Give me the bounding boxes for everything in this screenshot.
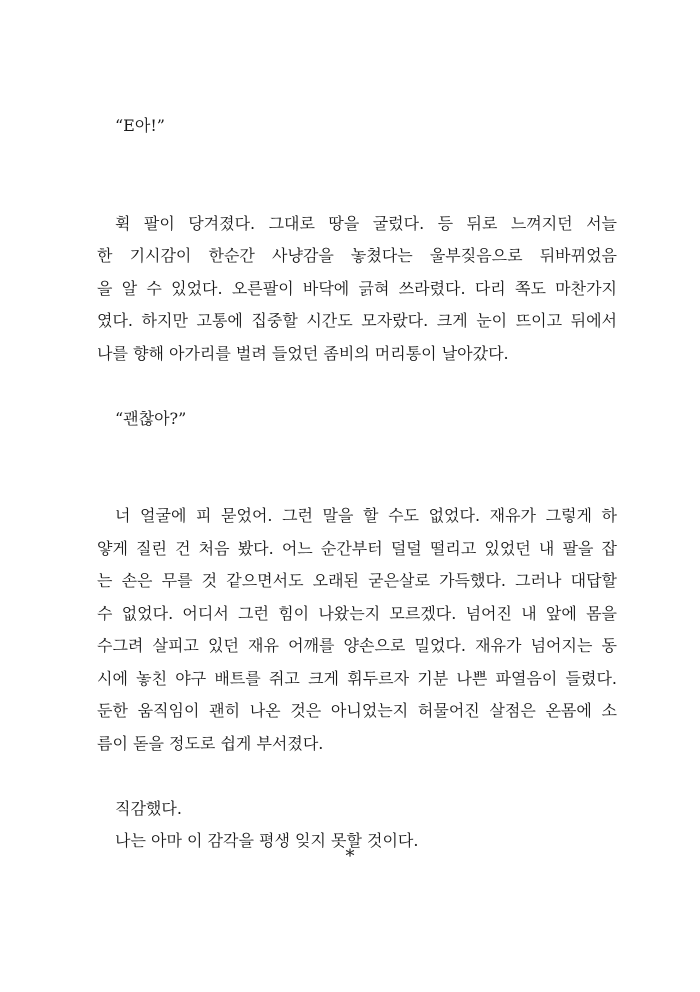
body-text bbox=[97, 110, 617, 858]
paragraph-1-line: 였다. 하지만 고통에 집중할 시간도 모자랐다. 크게 눈이 뜨이고 뒤에서 bbox=[97, 311, 617, 330]
paragraph-gap bbox=[97, 760, 617, 793]
paragraph-2-line: 시에 놓친 야구 배트를 쥐고 크게 휘두르자 기분 나쁜 파열음이 들렸다. bbox=[97, 668, 617, 688]
paragraph-1-line: 휙 팔이 당겨졌다. 그대로 땅을 굴렀다. 등 뒤로 느껴지던 서늘 bbox=[115, 213, 617, 233]
paragraph-gap bbox=[97, 435, 617, 468]
paragraph-gap bbox=[97, 468, 617, 501]
paragraph-2-line: 너 얼굴에 피 묻었어. 그런 말을 할 수도 없었다. 재유가 그렇게 하 bbox=[115, 506, 617, 525]
paragraph-1-line: 을 알 수 있었다. 오른팔이 바닥에 긁혀 쓰라렸다. 다리 쪽도 마찬가지 bbox=[97, 278, 617, 298]
paragraph-gap bbox=[97, 143, 617, 176]
paragraph-1 bbox=[97, 208, 617, 371]
paragraph-2-line: 얗게 질린 건 처음 봤다. 어느 순간부터 덜덜 떨리고 있었던 내 팔을 잡 bbox=[97, 538, 617, 558]
paragraph-1-line: 나를 향해 아가리를 벌려 들었던 좀비의 머리통이 날아갔다. bbox=[97, 343, 509, 363]
paragraph-2-line: 수그려 살피고 있던 재유 어깨를 양손으로 밀었다. 재유가 넘어지는 동 bbox=[97, 636, 617, 655]
line-never-forget: 나는 아마 이 감각을 평생 잊지 못할 것이다. bbox=[115, 831, 419, 850]
paragraph-2 bbox=[97, 500, 617, 760]
section-break-asterisk: * bbox=[345, 846, 355, 867]
paragraph-2-line: 둔한 움직임이 괜히 나온 것은 아니었는지 허물어진 살점은 온몸에 소 bbox=[97, 701, 617, 720]
paragraph-gap bbox=[97, 370, 617, 403]
paragraph-gap bbox=[97, 175, 617, 208]
line-intuition: 직감했다. bbox=[115, 798, 182, 818]
paragraph-2-line: 는 손은 무를 것 같으면서도 오래된 굳은살로 가득했다. 그러나 대답할 bbox=[97, 571, 617, 590]
dialogue-okay: “괜찮아?” bbox=[115, 408, 187, 428]
paragraph-2-line: 수 없었다. 어디서 그런 힘이 나왔는지 모르겠다. 넘어진 내 앞에 몸을 bbox=[97, 603, 617, 623]
paragraph-2-line: 름이 돋을 정도로 쉽게 부서졌다. bbox=[97, 733, 324, 753]
paragraph-1-line: 한 기시감이 한순간 사냥감을 놓쳤다는 울부짖음으로 뒤바뀌었음 bbox=[97, 246, 617, 265]
dialogue-e: “E아!” bbox=[115, 116, 165, 135]
